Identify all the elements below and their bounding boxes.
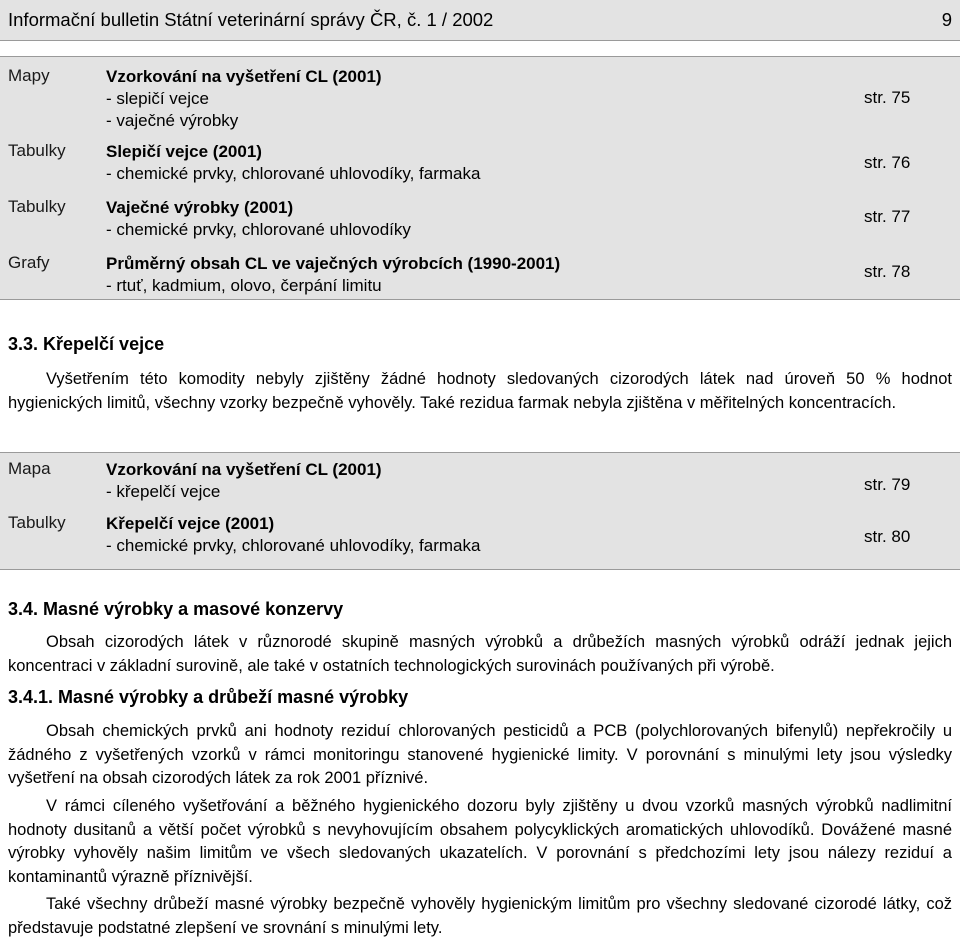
- reference-type: Grafy: [8, 253, 50, 272]
- reference-page: str. 76: [864, 153, 911, 172]
- reference-page: str. 77: [864, 207, 911, 226]
- section-paragraph: Vyšetřením této komodity nebyly zjištěny žádné hodnoty sledovaných cizorodých látek nad úroveň 50 % hodnot hygienických limitů, všechny vzorky bezpečně vyhověly. Také rezidua farmak nebyla zjištěna v měřitelných koncentracích.: [8, 370, 952, 412]
- reference-subline: - slepičí vejce: [106, 89, 209, 108]
- reference-description: [106, 513, 480, 557]
- subsection-paragraph: Obsah chemických prvků ani hodnoty reziduí chlorovaných pesticidů a PCB (polychlorovaných bifenylů) nepřekročily u žádného z vyšetřených vzorků v rámci monitoringu stanovené hygienické limity. V porovnání s minulými lety jsou výsledky vyšetření na obsah cizorodých látek za rok 2001 příznivé.: [8, 722, 952, 787]
- reference-title: Vzorkování na vyšetření CL (2001): [106, 67, 382, 86]
- subsection-paragraph: V rámci cíleného vyšetřování a běžného hygienického dozoru byly zjištěny u dvou vzorků masných výrobků nadlimitní hodnoty dusitanů a větší počet výrobků s nevyhovujícím obsahem polycyklických aromatických uhlovodíků. Dovážené masné výrobky vyhověly našim limitům ve všech sledovaných ukazatelích. V porovnání s předchozími lety jsou nálezy reziduí a kontaminantů výrazně příznivější.: [8, 797, 952, 886]
- section-heading: 3.3. Křepelčí vejce: [8, 334, 165, 354]
- reference-description: [106, 141, 480, 185]
- reference-title: Vaječné výrobky (2001): [106, 198, 294, 217]
- reference-table-quail-eggs: [0, 452, 960, 570]
- subsection-paragraph: Také všechny drůbeží masné výrobky bezpečně vyhověly hygienickým limitům pro všechny sledované cizorodé látky, což představuje podstatné zlepšení ve srovnání s minulými lety.: [8, 895, 952, 937]
- reference-title: Průměrný obsah CL ve vaječných výrobcích (1990-2001): [106, 254, 561, 273]
- section-paragraph: Obsah cizorodých látek v různorodé skupině masných výrobků a drůbežích masných výrobků odráží jednak jejich koncentraci v základní surovině, ale také v ostatních technologických surovinách používaných při výrobě.: [8, 633, 952, 675]
- reference-page: str. 75: [864, 88, 911, 107]
- bulletin-title: Informační bulletin Státní veterinární správy ČR, č. 1 / 2002: [8, 9, 494, 30]
- reference-subline: - chemické prvky, chlorované uhlovodíky, farmaka: [106, 536, 481, 555]
- reference-table-eggs: [0, 56, 960, 300]
- reference-subline: - chemické prvky, chlorované uhlovodíky, farmaka: [106, 164, 481, 183]
- page-header: [0, 0, 960, 40]
- reference-type: Tabulky: [8, 197, 66, 216]
- reference-subline: - křepelčí vejce: [106, 482, 221, 501]
- reference-title: Vzorkování na vyšetření CL (2001): [106, 460, 382, 479]
- reference-type: Mapy: [8, 66, 50, 85]
- reference-type: Tabulky: [8, 513, 66, 532]
- reference-subline: - rtuť, kadmium, olovo, čerpání limitu: [106, 276, 382, 295]
- reference-description: [106, 66, 382, 132]
- header-divider: [0, 40, 960, 41]
- reference-page: str. 80: [864, 527, 911, 546]
- reference-type: Tabulky: [8, 141, 66, 160]
- reference-description: [106, 459, 382, 503]
- reference-subline: - vaječné výrobky: [106, 111, 239, 130]
- reference-description: [106, 253, 560, 297]
- section-heading: 3.4. Masné výrobky a masové konzervy: [8, 599, 344, 619]
- reference-page: str. 79: [864, 475, 911, 494]
- subsection-heading: 3.4.1. Masné výrobky a drůbeží masné výrobky: [8, 687, 409, 707]
- reference-description: [106, 197, 411, 241]
- reference-title: Slepičí vejce (2001): [106, 142, 262, 161]
- reference-subline: - chemické prvky, chlorované uhlovodíky: [106, 220, 411, 239]
- reference-title: Křepelčí vejce (2001): [106, 514, 275, 533]
- reference-type: Mapa: [8, 459, 51, 478]
- reference-page: str. 78: [864, 262, 911, 281]
- page-number: 9: [941, 9, 952, 30]
